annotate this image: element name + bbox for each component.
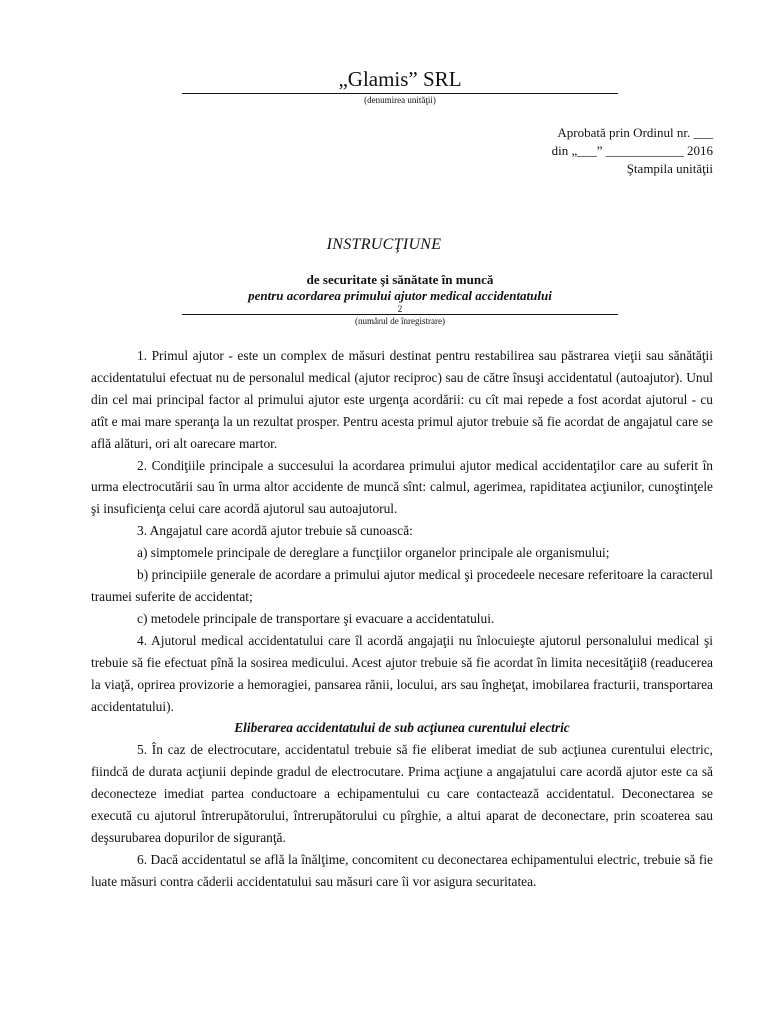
approval-stamp-line: Ştampila unităţii — [626, 161, 713, 176]
paragraph-2: 2. Condiţiile principale a succesului la acordarea primului ajutor medical accidentaţilor care au suferit în urma electrocutării sau în urma altor accidente de muncă sînt: calmul, agerimea, rapiditatea acţiunilor, cunoştinţele şi insuficienţa celui care acordă ajutorul sau autoajutorul. — [91, 457, 713, 517]
paragraph-3a: a) simptomele principale de dereglare a funcţiilor organelor principale ale organismului; — [137, 545, 610, 561]
company-header — [182, 66, 618, 106]
subtitle-line-1: de securitate şi sănătate în muncă — [306, 272, 494, 287]
registration-number: 2 — [182, 304, 618, 315]
company-name: „Glamis” SRL — [182, 66, 618, 94]
paragraph-3: 3. Angajatul care acordă ajutor trebuie să cunoască: — [137, 523, 413, 539]
paragraph-3b: b) principiile generale de acordare a primului ajutor medical şi procedeele necesare referitoare la caracterul traumei suferite de accidentat; — [91, 567, 713, 604]
paragraph-4: 4. Ajutorul medical accidentatului care îl acordă angajaţii nu înlocuieşte ajutorul personalului medical şi trebuie să fie efectuat pînă la sosirea medicului. Acest ajutor trebuie să fie acordat în limita necesităţii8 (readucerea la viaţă, oprirea provizorie a hemoragiei, pansarea rănii, locului, ars sau îngheţat, imobilarea fracturii, transportarea accidentatului). — [91, 632, 713, 714]
paragraph-1: 1. Primul ajutor - este un complex de măsuri destinat pentru restabilirea sau păstrarea vieţii sau sănătăţii accidentatului efectuat nu de personalul medical (ajutor reciproc) sau de către însuşi accidentatul (autoajutor). Unul din cel mai principal factor al primului ajutor este urgenţa acordării: cu cît mai repede a fost acordat ajutorul - cu atît e mai mare speranţa la un rezultat prosper. Pentru acesta primul ajutor trebuie să fie acordat de angajatul care se află alături, ori alt oarecare martor. — [91, 348, 713, 451]
registration-caption: (numărul de înregistrare) — [355, 316, 445, 326]
paragraph-3c: c) metodele principale de transportare şi evacuare a accidentatului. — [137, 610, 495, 626]
document-title: INSTRUCŢIUNE — [326, 236, 442, 253]
document-body — [91, 345, 713, 893]
subtitle-line-2: pentru acordarea primului ajutor medical accidentatului — [248, 288, 552, 303]
approval-block — [552, 124, 713, 178]
paragraph-5: 5. În caz de electrocutare, accidentatul trebuie să fie eliberat imediat de sub acţiunea curentului electric, fiindcă de durata acţiunii depinde gradul de electrocutare. Prima acţiune a angajatului care acordă ajutor este ca să deconecteze imediat partea conductoare a echipamentului cu care contactează accidentatul. Deconectarea se execută cu ajutorul întrerupătorului, întrerupătorului cu pîrghie, a altui aparat de deconectare, prin scoaterea sau deşsurubarea dopurilor de siguranţă. — [91, 742, 713, 845]
subtitle-block — [182, 272, 618, 327]
approval-date-line: din „___” ____________ 2016 — [551, 143, 713, 158]
company-caption: (denumirea unităţii) — [364, 95, 436, 105]
approval-order-line: Aprobată prin Ordinul nr. ___ — [557, 125, 713, 140]
paragraph-6: 6. Dacă accidentatul se află la înălţime, concomitent cu deconectarea echipamentului electric, trebuie să fie luate măsuri contra căderii accidentatului sau măsuri care îi vor asigura securitatea. — [91, 851, 713, 889]
section-heading: Eliberarea accidentatului de sub acţiunea curentului electric — [234, 720, 570, 736]
